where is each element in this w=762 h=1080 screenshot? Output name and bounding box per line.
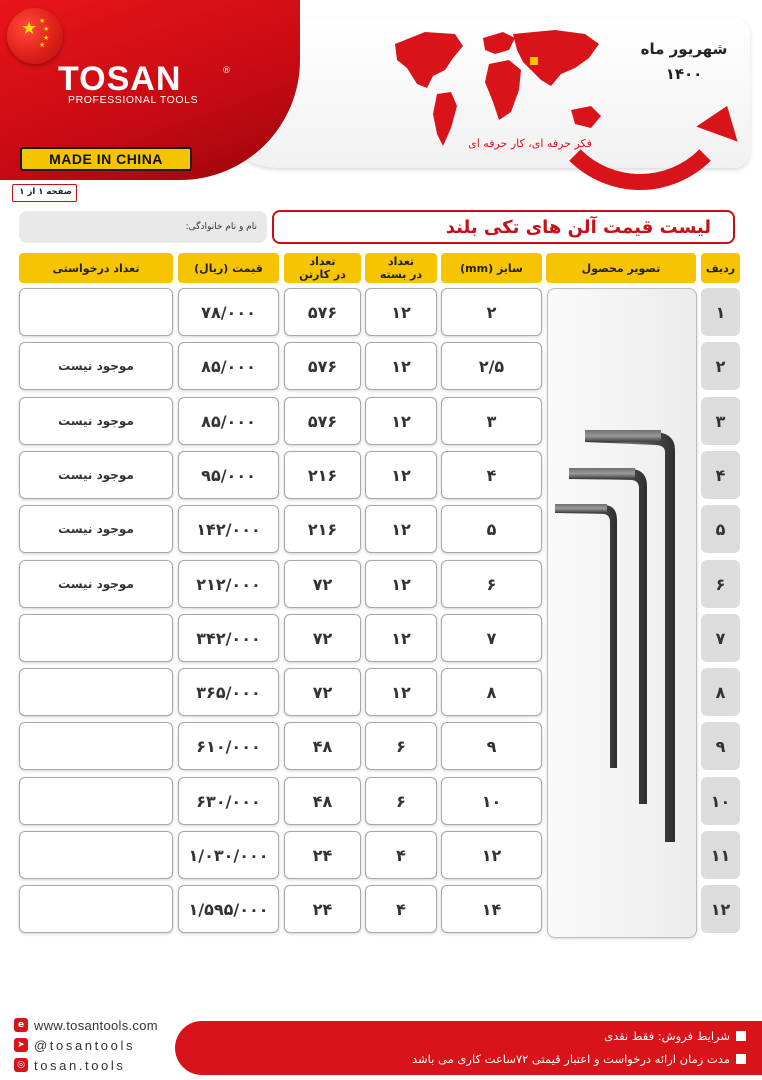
size-cell: ۱۴ xyxy=(441,885,542,933)
size-cell: ۲/۵ xyxy=(441,342,542,390)
terms-item-payment xyxy=(604,1026,746,1046)
price-cell: ۹۵/۰۰۰ xyxy=(178,451,279,499)
header-size: سایز (mm) xyxy=(441,253,542,283)
header-per-carton-line2: در کارتن xyxy=(299,268,346,281)
requested-qty-cell[interactable] xyxy=(19,777,173,825)
header-product-image: تصویر محصول xyxy=(546,253,696,283)
per-pack-cell: ۱۲ xyxy=(365,505,437,553)
row-number-cell: ۶ xyxy=(701,560,740,608)
telegram-icon: ➤ xyxy=(14,1038,28,1052)
row-number-cell: ۷ xyxy=(701,614,740,662)
world-map-icon xyxy=(385,24,615,152)
terms-validity-text: مدت زمان ارائه درخواست و اعتبار قیمتی ۷۲ساعت کاری می باشد xyxy=(412,1052,730,1066)
per-pack-cell: ۱۲ xyxy=(365,560,437,608)
bullet-square-icon xyxy=(736,1031,746,1041)
per-pack-cell: ۱۲ xyxy=(365,668,437,716)
size-cell: ۲ xyxy=(441,288,542,336)
per-carton-cell: ۴۸ xyxy=(284,722,361,770)
row-number-cell: ۱۲ xyxy=(701,885,740,933)
size-cell: ۸ xyxy=(441,668,542,716)
row-number-cell: ۲ xyxy=(701,342,740,390)
allen-key-image xyxy=(547,288,697,938)
footer-website[interactable] xyxy=(14,1017,158,1033)
row-number-cell: ۱۰ xyxy=(701,777,740,825)
size-cell: ۷ xyxy=(441,614,542,662)
header-per-carton xyxy=(284,253,361,283)
price-cell: ۱/۰۳۰/۰۰۰ xyxy=(178,831,279,879)
brand-slogan: فکر حرفه ای، کار حرفه ای xyxy=(468,137,592,150)
price-cell: ۱/۵۹۵/۰۰۰ xyxy=(178,885,279,933)
requested-qty-cell[interactable] xyxy=(19,722,173,770)
customer-name-field[interactable]: نام و نام خانوادگی: xyxy=(19,211,267,243)
bullet-square-icon xyxy=(736,1054,746,1064)
requested-qty-cell[interactable] xyxy=(19,885,173,933)
per-carton-cell: ۲۱۶ xyxy=(284,505,361,553)
header-per-pack xyxy=(365,253,437,283)
requested-qty-cell[interactable]: موجود نیست xyxy=(19,560,173,608)
row-number-cell: ۹ xyxy=(701,722,740,770)
requested-qty-cell[interactable]: موجود نیست xyxy=(19,451,173,499)
instagram-icon: ◎ xyxy=(14,1058,28,1072)
per-carton-cell: ۷۲ xyxy=(284,668,361,716)
website-text: www.tosantools.com xyxy=(34,1017,158,1033)
telegram-text: @tosantools xyxy=(34,1037,136,1053)
row-number-cell: ۳ xyxy=(701,397,740,445)
requested-qty-cell[interactable] xyxy=(19,288,173,336)
footer-telegram[interactable] xyxy=(14,1037,135,1053)
price-cell: ۳۶۵/۰۰۰ xyxy=(178,668,279,716)
row-number-cell: ۱۱ xyxy=(701,831,740,879)
per-pack-cell: ۶ xyxy=(365,722,437,770)
requested-qty-cell[interactable] xyxy=(19,614,173,662)
size-cell: ۳ xyxy=(441,397,542,445)
per-pack-cell: ۴ xyxy=(365,885,437,933)
row-number-cell: ۸ xyxy=(701,668,740,716)
page-title: لیست قیمت آلن های تکی بلند xyxy=(272,210,735,244)
row-number-cell: ۱ xyxy=(701,288,740,336)
requested-qty-cell[interactable]: موجود نیست xyxy=(19,342,173,390)
per-pack-cell: ۱۲ xyxy=(365,451,437,499)
china-flag-icon: ★ ★ ★ ★ ★ xyxy=(7,8,63,64)
requested-qty-cell[interactable]: موجود نیست xyxy=(19,397,173,445)
size-cell: ۹ xyxy=(441,722,542,770)
header-requested-qty: تعداد درخواستی xyxy=(19,253,173,283)
price-cell: ۳۴۲/۰۰۰ xyxy=(178,614,279,662)
instagram-text: tosan.tools xyxy=(34,1057,126,1073)
footer-instagram[interactable] xyxy=(14,1057,125,1073)
terms-item-validity xyxy=(412,1049,746,1069)
header-row-number: ردیف xyxy=(701,253,740,283)
per-carton-cell: ۵۷۶ xyxy=(284,397,361,445)
per-pack-cell: ۴ xyxy=(365,831,437,879)
header-price: قیمت (ریال) xyxy=(178,253,279,283)
brand-logo: TOSAN xyxy=(58,60,182,98)
price-list-month: شهریور ماه xyxy=(640,40,728,58)
price-cell: ۲۱۲/۰۰۰ xyxy=(178,560,279,608)
requested-qty-cell[interactable] xyxy=(19,831,173,879)
price-cell: ۷۸/۰۰۰ xyxy=(178,288,279,336)
row-number-cell: ۵ xyxy=(701,505,740,553)
requested-qty-cell[interactable] xyxy=(19,668,173,716)
requested-qty-cell[interactable]: موجود نیست xyxy=(19,505,173,553)
web-icon: e xyxy=(14,1018,28,1032)
size-cell: ۵ xyxy=(441,505,542,553)
header-per-carton-line1: تعداد xyxy=(309,255,336,268)
price-cell: ۱۴۲/۰۰۰ xyxy=(178,505,279,553)
size-cell: ۴ xyxy=(441,451,542,499)
brand-subtitle: PROFESSIONAL TOOLS xyxy=(68,94,199,106)
per-carton-cell: ۴۸ xyxy=(284,777,361,825)
per-pack-cell: ۱۲ xyxy=(365,397,437,445)
per-pack-cell: ۱۲ xyxy=(365,288,437,336)
price-list-year: ۱۴۰۰ xyxy=(665,65,703,83)
size-cell: ۱۰ xyxy=(441,777,542,825)
price-cell: ۸۵/۰۰۰ xyxy=(178,397,279,445)
terms-payment-text: شرایط فروش: فقط نقدی xyxy=(604,1029,730,1043)
row-number-cell: ۴ xyxy=(701,451,740,499)
per-carton-cell: ۲۱۶ xyxy=(284,451,361,499)
per-pack-cell: ۶ xyxy=(365,777,437,825)
page-number-badge: صفحه ۱ از ۱ xyxy=(12,184,77,202)
made-in-badge: MADE IN CHINA xyxy=(20,147,192,171)
size-cell: ۶ xyxy=(441,560,542,608)
per-pack-cell: ۱۲ xyxy=(365,342,437,390)
per-carton-cell: ۵۷۶ xyxy=(284,288,361,336)
header-per-pack-line1: تعداد xyxy=(387,255,415,268)
sales-terms-panel xyxy=(175,1021,762,1075)
per-carton-cell: ۷۲ xyxy=(284,614,361,662)
price-cell: ۶۳۰/۰۰۰ xyxy=(178,777,279,825)
per-pack-cell: ۱۲ xyxy=(365,614,437,662)
per-carton-cell: ۵۷۶ xyxy=(284,342,361,390)
per-carton-cell: ۲۴ xyxy=(284,885,361,933)
header-per-pack-line2: در بسته xyxy=(379,268,423,281)
price-cell: ۸۵/۰۰۰ xyxy=(178,342,279,390)
registered-mark-icon: ® xyxy=(222,66,231,76)
size-cell: ۱۲ xyxy=(441,831,542,879)
per-carton-cell: ۲۴ xyxy=(284,831,361,879)
price-cell: ۶۱۰/۰۰۰ xyxy=(178,722,279,770)
per-carton-cell: ۷۲ xyxy=(284,560,361,608)
